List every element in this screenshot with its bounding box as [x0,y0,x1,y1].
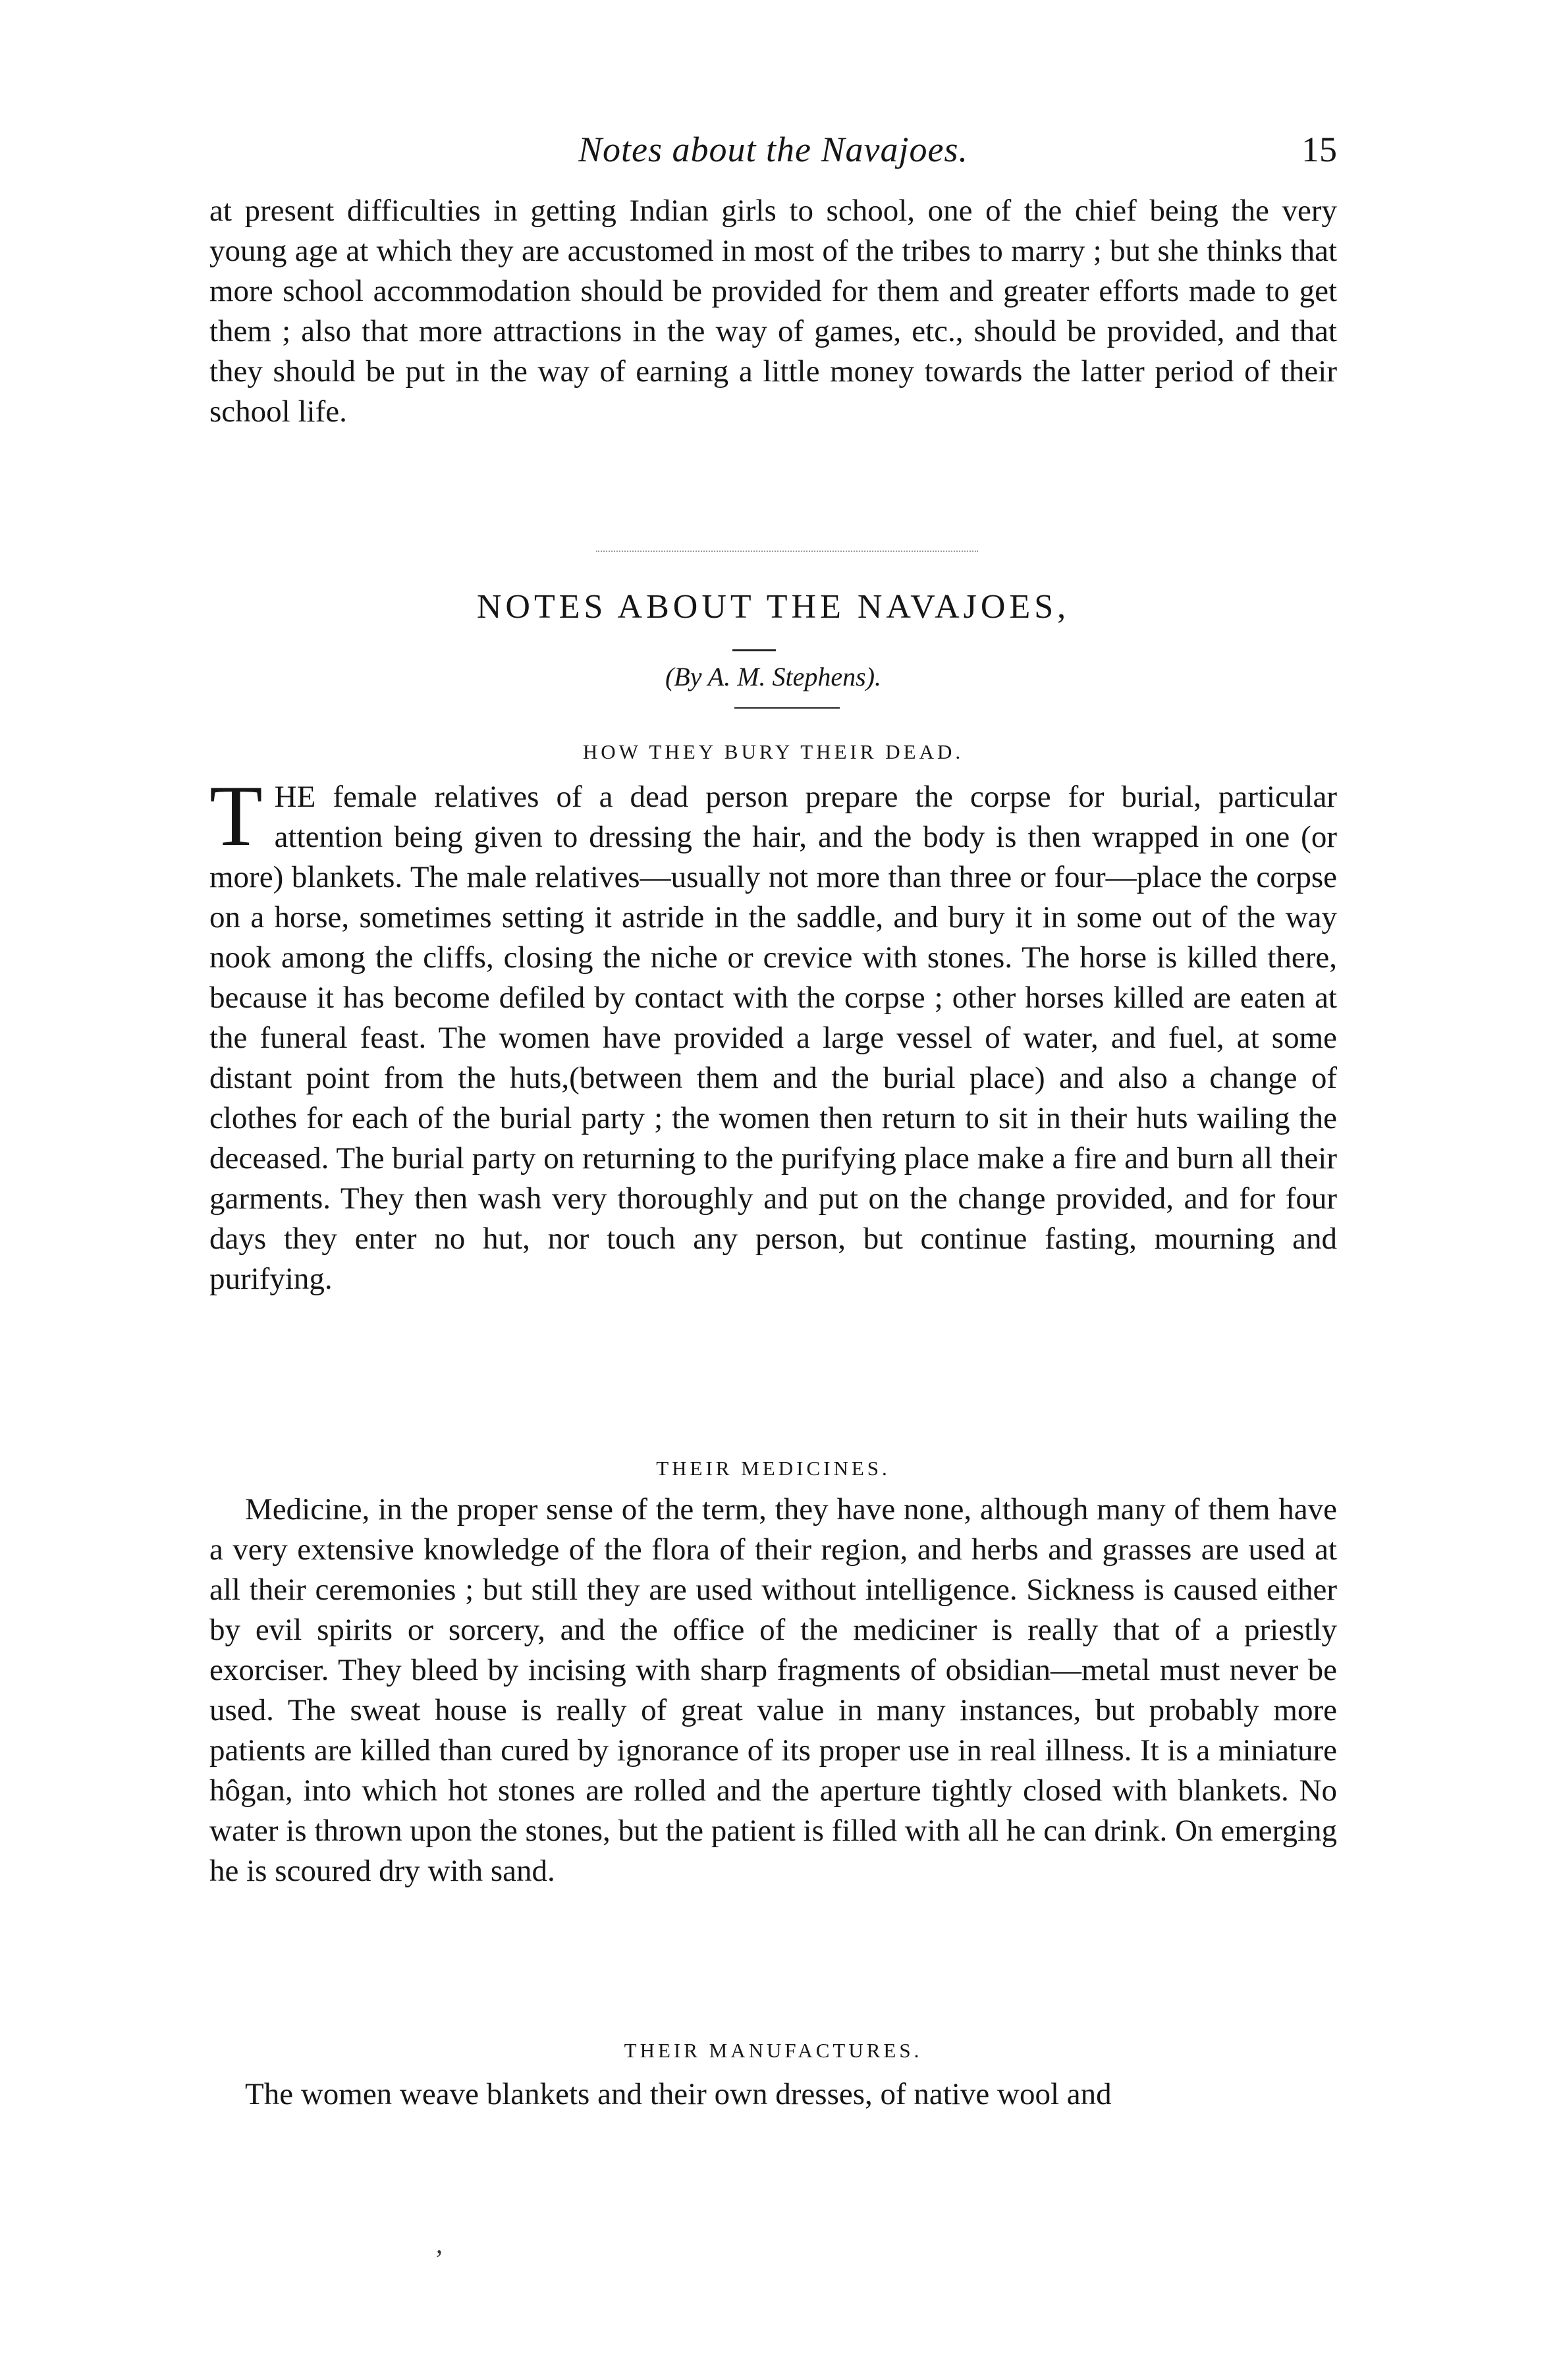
byline-rule [734,707,840,709]
burial-paragraph [209,767,1337,1299]
title-rule [732,649,776,651]
burial-text: HE female relatives of a dead person prepare the corpse for burial, particular attention being given to dressing the hair, and the body is then wrapped in one (or more) blankets. The male relatives—usually not more than three or four—place the corpse on a horse, sometimes setting it astride in the saddle, and bury it in some out of the way nook among the cliffs, closing the niche or crevice with stones. The horse is killed there, because it has become defiled by contact with the corpse ; other horses killed are eaten at the funeral feast. The women have provided a large vessel of water, and fuel, at some distant point from the huts,(between them and the burial place) and also a change of clothes for each of the burial party ; the women then return to sit in their huts wailing the deceased. The burial party on returning to the purifying place make a fire and burn all their garments. They then wash very thoroughly and put on the change provided, and for four days they enter no hut, nor touch any person, but continue fasting, mourning and purifying. [209,780,1337,1296]
section-heading-burial: HOW THEY BURY THEIR DEAD. [582,740,964,763]
section-divider [596,551,978,552]
drop-cap: T [209,767,263,864]
article-byline: (By A. M. Stephens). [665,662,882,691]
running-title: Notes about the Navajoes. [578,130,968,169]
intro-paragraph: at present difficulties in getting Indian girls to school, one of the chief being the very young age at which they are accustomed in most of the tribes to marry ; but she thinks that more school accommodation should be provided for them and greater efforts made to get them ; also that more attractions in the way of games, etc., should be provided, and that they should be put in the way of earning a little money towards the latter period of their school life. [209,194,1337,429]
article-title: NOTES ABOUT THE NAVAJOES, [476,588,1070,626]
running-header [209,129,1337,182]
section-heading-medicines: THEIR MEDICINES. [656,1457,890,1480]
manufactures-paragraph: The women weave blankets and their own dresses, of native wool and [245,2077,1112,2111]
section-heading-manufactures: THEIR MANUFACTURES. [624,2039,923,2062]
medicines-paragraph: Medicine, in the proper sense of the term, they have none, although many of them have a very extensive knowledge of the flora of their region, and herbs and grasses are used at all their ceremonies ; but still they are used without intelligence. Sickness is caused either by evil spirits or sorcery, and the office of the mediciner is really that of a priestly exorciser. They bleed by incising with sharp fragments of obsidian—metal must never be used. The sweat house is really of great value in many instances, but probably more patients are killed than cured by ignorance of its proper use in real illness. It is a miniature hôgan, into which hot stones are rolled and the aperture tightly closed with blankets. No water is thrown upon the stones, but the patient is filled with all he can drink. On emerging he is scoured dry with sand. [209,1492,1337,1888]
page-number: 15 [1301,130,1337,169]
stray-mark: , [436,2229,443,2259]
